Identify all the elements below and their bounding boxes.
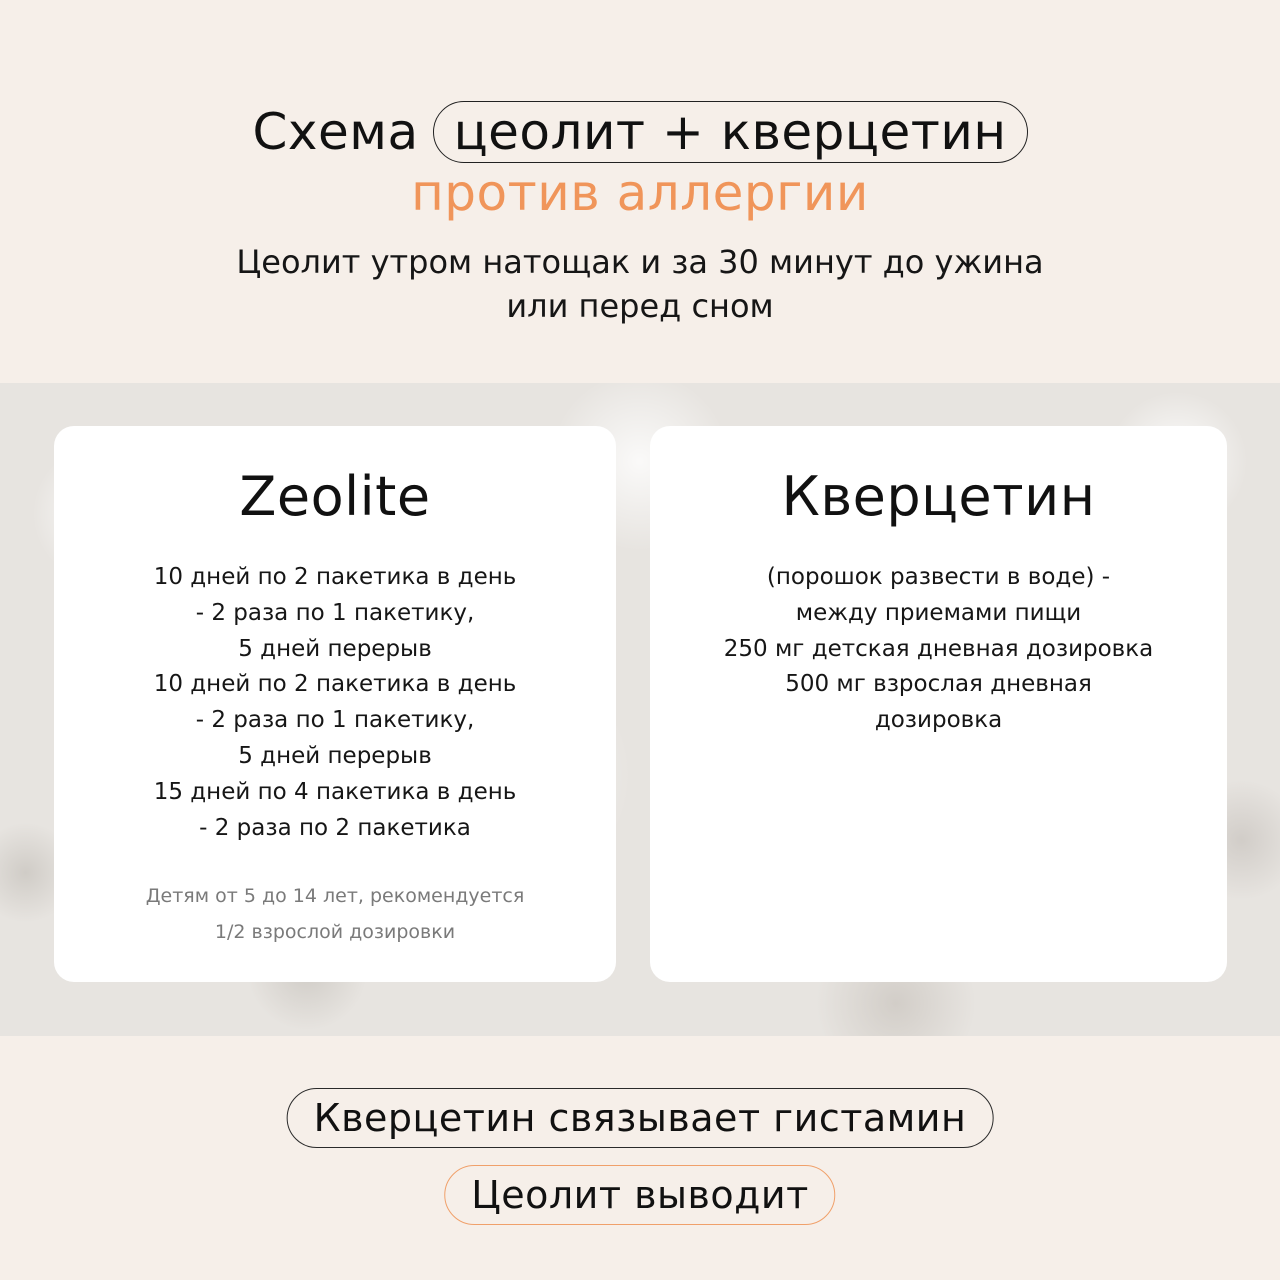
zeolite-card-title: Zeolite	[239, 465, 431, 528]
zeolite-schedule-line: - 2 раза по 1 пакетику,	[195, 707, 475, 734]
zeolite-schedule-line: 5 дней перерыв	[238, 742, 432, 769]
zeolite-schedule-line: 10 дней по 2 пакетика в день	[153, 564, 517, 590]
title-pill: цеолит + кверцетин	[433, 101, 1028, 163]
zeolite-schedule-line: 10 дней по 2 пакетика в день	[153, 671, 517, 698]
zeolite-schedule	[54, 560, 616, 846]
header-section	[0, 0, 1280, 383]
quercetin-card	[650, 426, 1227, 982]
zeolite-schedule-line: - 2 раза по 1 пакетику,	[195, 599, 475, 626]
zeolite-note-line: 1/2 взрослой дозировки	[214, 921, 456, 943]
zeolite-note-line: Детям от 5 до 14 лет, рекомендуется	[145, 885, 525, 907]
quercetin-dosage-line: 250 мг детская дневная дозировка	[723, 635, 1154, 662]
zeolite-removes-pill: Цеолит выводит	[444, 1165, 835, 1225]
intake-line-1: Цеолит утром натощак и за 30 минут до ужина	[236, 243, 1044, 281]
zeolite-schedule-line: 5 дней перерыв	[238, 635, 432, 662]
quercetin-dosage-line: между приемами пищи	[795, 599, 1082, 626]
quercetin-binds-histamine-pill: Кверцетин связывает гистамин	[287, 1088, 994, 1148]
zeolite-children-note	[54, 878, 616, 950]
accent-subtitle: против аллергии	[411, 164, 869, 222]
intake-instructions	[0, 240, 1280, 328]
quercetin-dosage-line: дозировка	[874, 707, 1003, 734]
title-word: Схема	[252, 103, 419, 161]
zeolite-card	[54, 426, 616, 982]
intake-line-2: или перед сном	[506, 287, 774, 325]
quercetin-dosage	[650, 560, 1227, 739]
quercetin-card-title: Кверцетин	[781, 465, 1096, 528]
title-row	[0, 100, 1280, 164]
quercetin-dosage-line: 500 мг взрослая дневная	[785, 671, 1092, 698]
zeolite-schedule-line: - 2 раза по 2 пакетика	[199, 814, 471, 841]
footer-section	[0, 1036, 1280, 1280]
zeolite-schedule-line: 15 дней по 4 пакетика в день	[153, 778, 517, 805]
quercetin-dosage-line: (порошок развести в воде) -	[766, 564, 1111, 590]
